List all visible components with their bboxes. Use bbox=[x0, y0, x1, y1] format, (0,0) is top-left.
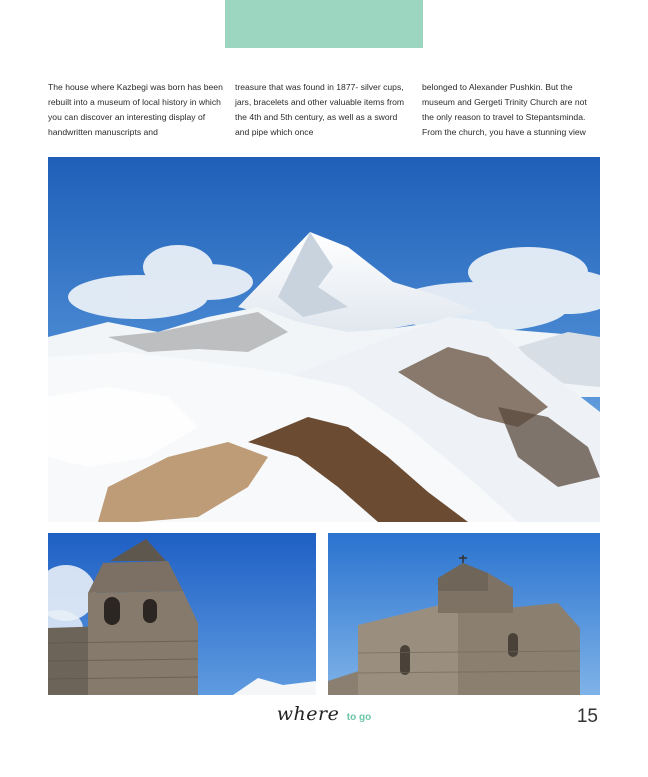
mountain-photo bbox=[48, 157, 600, 522]
article-columns bbox=[48, 80, 600, 140]
article-column-1 bbox=[48, 80, 226, 140]
bell-tower-photo bbox=[48, 533, 316, 695]
mountain-illustration bbox=[48, 157, 600, 522]
top-accent-tab bbox=[225, 0, 423, 48]
bell-tower-illustration bbox=[48, 533, 316, 695]
article-paragraph: belonged to Alexander Pushkin. But the museum and Gergeti Trinity Church are not the only reason to travel to Stepantsminda. From the church, you have a stunning view bbox=[422, 82, 587, 137]
article-paragraph: The house where Kazbegi was born has been rebuilt into a museum of local history in which you can discover an interesting display of handwritten manuscripts and bbox=[48, 82, 223, 137]
page-number: 15 bbox=[576, 706, 598, 727]
trinity-church-photo bbox=[328, 533, 600, 695]
brand-where: where bbox=[276, 703, 340, 725]
article-paragraph: treasure that was found in 1877- silver cups, jars, bracelets and other valuable items from the 4th and 5th century, as well as a sword and pipe which once bbox=[235, 82, 405, 137]
church-illustration bbox=[328, 533, 600, 695]
article-column-2 bbox=[235, 80, 413, 140]
brand-to-go: to go bbox=[346, 712, 372, 723]
article-column-3 bbox=[422, 80, 600, 140]
magazine-brand bbox=[0, 703, 648, 725]
